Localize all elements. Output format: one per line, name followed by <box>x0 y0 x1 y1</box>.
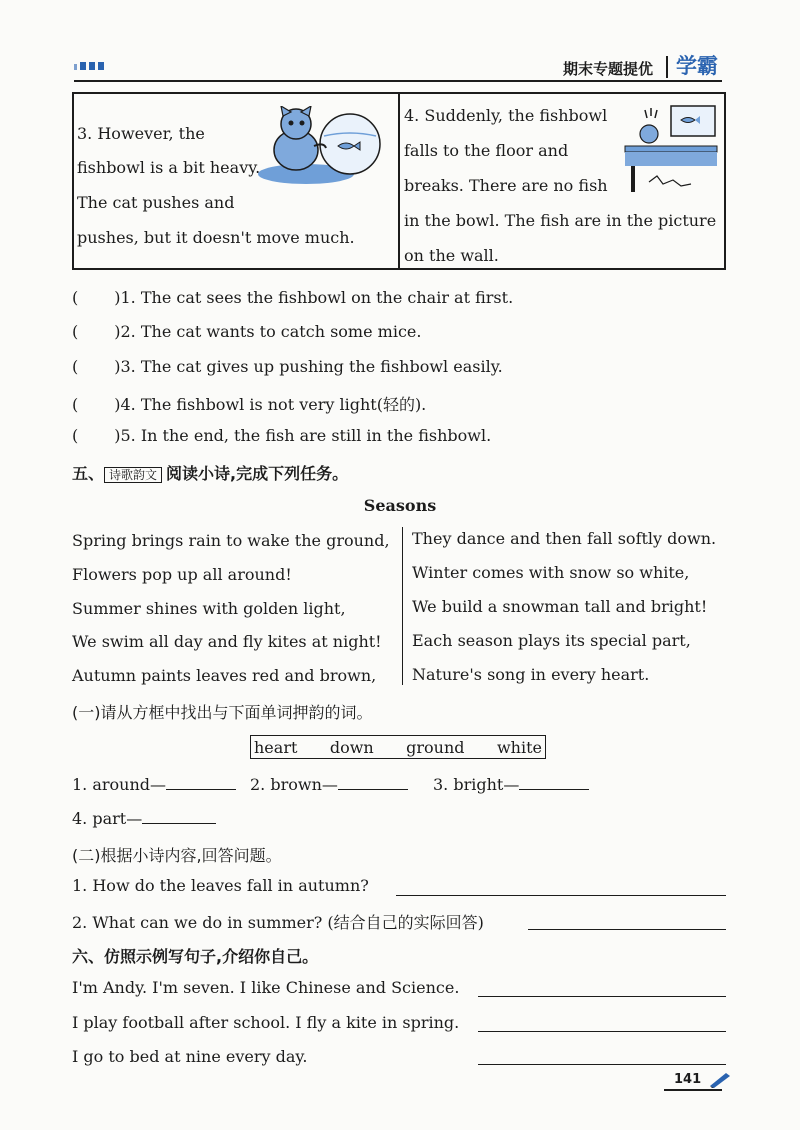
example-sentence: I'm Andy. I'm seven. I like Chinese and Science. <box>72 978 460 997</box>
poem-divider <box>402 527 403 685</box>
question-text: 2. What can we do in summer? (结合自己的实际回答) <box>72 913 484 932</box>
poem-line: Flowers pop up all around! <box>72 565 292 584</box>
panel4-line: 4. Suddenly, the fishbowl <box>404 106 608 125</box>
section6-heading: 六、仿照示例写句子,介绍你自己。 <box>72 947 319 966</box>
panel4-line: in the bowl. The fish are in the picture <box>404 211 717 230</box>
question-3: ( )3. The cat gives up pushing the fishbowl easily. <box>72 357 503 376</box>
header-separator <box>666 56 668 78</box>
header-decoration <box>74 62 104 70</box>
answer-line[interactable] <box>478 1031 726 1032</box>
poem-line: Summer shines with golden light, <box>72 599 346 618</box>
example-sentence: I go to bed at nine every day. <box>72 1047 308 1066</box>
question-text: 1. How do the leaves fall in autumn? <box>72 876 369 895</box>
poem-line: Winter comes with snow so white, <box>412 563 690 582</box>
word-option: ground <box>406 737 465 757</box>
cat-fishbowl-illustration <box>254 106 384 188</box>
question-1: ( )1. The cat sees the fishbowl on the chair at first. <box>72 288 514 307</box>
panel4-line: falls to the floor and <box>404 141 569 160</box>
poem-line: We build a snowman tall and bright! <box>412 597 708 616</box>
footer-rule <box>664 1089 722 1091</box>
poem-line: They dance and then fall softly down. <box>412 529 717 548</box>
panel4-line: on the wall. <box>404 246 499 265</box>
header-rule <box>74 80 722 82</box>
example-sentence: I play football after school. I fly a kite in spring. <box>72 1013 460 1032</box>
panel3-line: 3. However, the <box>77 124 205 143</box>
section-tag: 诗歌韵文 <box>104 467 162 483</box>
brand-logo: 学霸 <box>676 54 718 78</box>
panel3-line: The cat pushes and <box>77 193 235 212</box>
page-number: 141 <box>674 1072 702 1087</box>
poem-line: Nature's song in every heart. <box>412 665 650 684</box>
pencil-icon <box>708 1070 732 1088</box>
answer-paren[interactable]: ( <box>72 288 79 307</box>
answer-blank[interactable] <box>338 789 408 790</box>
word-box <box>250 735 546 759</box>
part1-heading: (一)请从方框中找出与下面单词押韵的词。 <box>72 703 373 722</box>
poem-line: We swim all day and fly kites at night! <box>72 632 382 651</box>
part2-heading: (二)根据小诗内容,回答问题。 <box>72 846 282 865</box>
answer-paren[interactable]: ( <box>72 426 79 445</box>
rhyme-item-3: 3. bright— <box>433 775 589 794</box>
answer-blank[interactable] <box>166 789 236 790</box>
answer-line[interactable] <box>528 929 726 930</box>
panel4-line: breaks. There are no fish <box>404 176 608 195</box>
poem-line: Each season plays its special part, <box>412 631 691 650</box>
answer-paren[interactable]: ( <box>72 357 79 376</box>
poem-title: Seasons <box>363 496 437 515</box>
header-title: 期末专题提优 <box>563 60 654 78</box>
poem-line: Autumn paints leaves red and brown, <box>72 666 377 685</box>
answer-paren[interactable]: ( <box>72 395 79 414</box>
word-option: white <box>496 737 542 757</box>
panel3-line: pushes, but it doesn't move much. <box>77 228 355 247</box>
rhyme-item-2: 2. brown— <box>250 775 408 794</box>
answer-line[interactable] <box>478 1064 726 1065</box>
word-option: heart <box>254 737 298 757</box>
question-5: ( )5. In the end, the fish are still in the fishbowl. <box>72 426 492 445</box>
answer-blank[interactable] <box>142 823 216 824</box>
answer-paren[interactable]: ( <box>72 322 79 341</box>
panel3-line: fishbowl is a bit heavy. <box>77 158 261 177</box>
question-4: ( )4. The fishbowl is not very light(轻的). <box>72 395 427 414</box>
story-divider <box>398 94 400 268</box>
section5-heading: 五、 诗歌韵文 阅读小诗,完成下列任务。 <box>72 464 349 483</box>
poem-line: Spring brings rain to wake the ground, <box>72 531 390 550</box>
answer-blank[interactable] <box>519 789 589 790</box>
question-2: ( )2. The cat wants to catch some mice. <box>72 322 422 341</box>
rhyme-item-1: 1. around— <box>72 775 236 794</box>
answer-line[interactable] <box>396 895 726 896</box>
rhyme-item-4: 4. part— <box>72 809 216 828</box>
answer-line[interactable] <box>478 996 726 997</box>
word-option: down <box>329 737 374 757</box>
broken-fishbowl-illustration <box>619 102 719 196</box>
story-table <box>72 92 726 270</box>
